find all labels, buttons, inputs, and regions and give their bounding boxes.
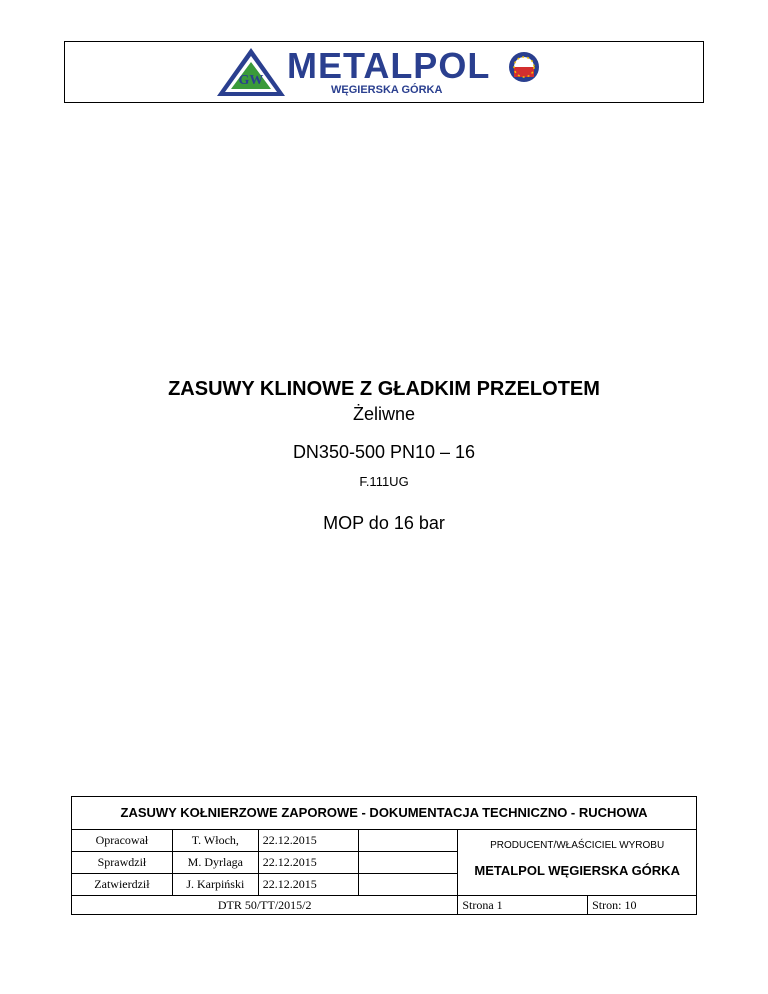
producer-cell [458,830,697,896]
producer-name: METALPOL WĘGIERSKA GÓRKA [474,863,680,878]
date-cell: 22.12.2015 [258,830,358,852]
empty-cell [358,830,458,852]
date-cell: 22.12.2015 [258,874,358,896]
dn-pn-range: DN350-500 PN10 – 16 [292,442,476,462]
empty-cell [358,874,458,896]
name-cell: M. Dyrlaga [172,852,258,874]
metalpol-logo [215,46,595,98]
table-row [72,830,697,852]
empty-cell [358,852,458,874]
material-subtitle: Żeliwne [352,404,416,424]
role-cell: Opracował [72,830,173,852]
logo-location-text: WĘGIERSKA GÓRKA [331,84,443,96]
title-block-table [71,796,697,915]
name-cell: J. Karpiński [172,874,258,896]
poland-eu-flag-icon [507,50,541,84]
document-title: ZASUWY KLINOWE Z GŁADKIM PRZELOTEM [168,378,600,400]
mop-pressure: MOP do 16 bar [323,513,445,533]
table-header: ZASUWY KOŁNIERZOWE ZAPOROWE - DOKUMENTACJA TECHNICZNO - RUCHOWA [72,797,697,830]
doc-number: DTR 50/TT/2015/2 [72,896,458,915]
logo-frame [64,41,704,103]
product-code: F.111UG [359,474,409,489]
role-cell: Zatwierdził [72,874,173,896]
producer-label: PRODUCENT/WŁAŚCICIEL WYROBU [490,840,665,851]
svg-text:GW: GW [238,73,264,88]
name-cell: T. Włoch, [172,830,258,852]
role-cell: Sprawdził [72,852,173,874]
logo-brand-text: METALPOL [287,45,491,86]
mountain-emblem-icon [215,46,287,98]
page-number: Strona 1 [458,896,588,915]
date-cell: 22.12.2015 [258,852,358,874]
table-row [72,896,697,915]
page-count: Stron: 10 [588,896,697,915]
